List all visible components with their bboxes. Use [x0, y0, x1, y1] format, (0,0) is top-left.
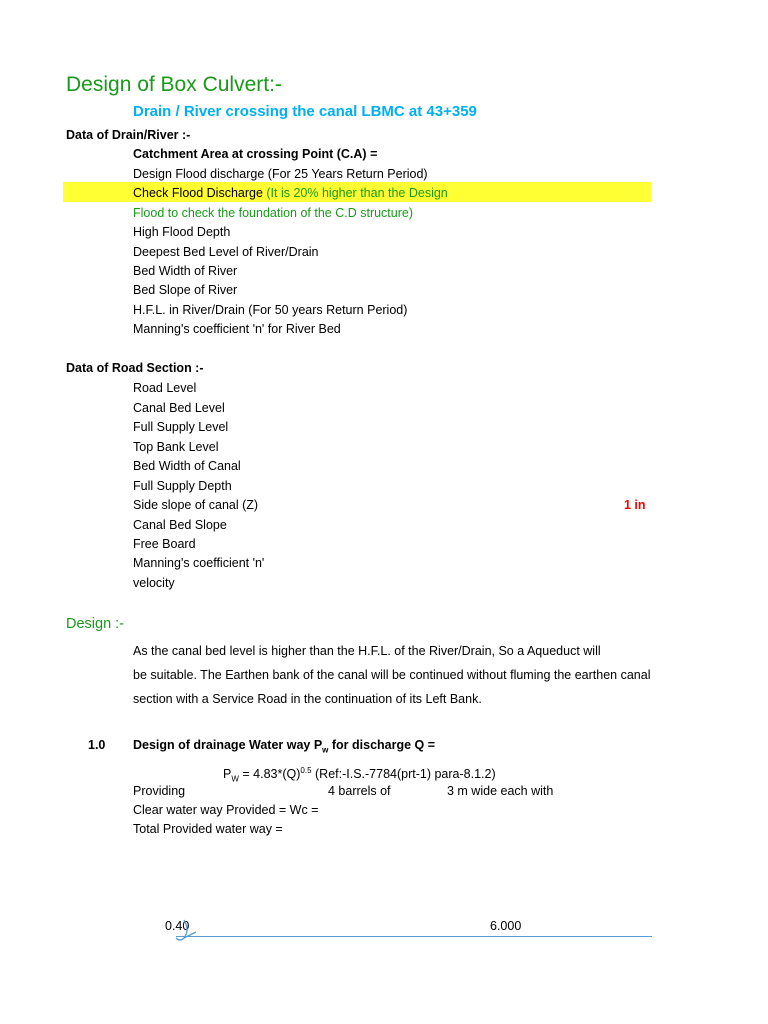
drain-item: H.F.L. in River/Drain (For 50 years Return Period)	[133, 303, 408, 317]
sketch-curve-icon	[174, 918, 204, 944]
design-paragraph-line: be suitable. The Earthen bank of the canal will be continued without fluming the earthen canal	[133, 668, 651, 682]
design-paragraph-line: section with a Service Road in the continuation of its Left Bank.	[133, 692, 482, 706]
design-paragraph-line: As the canal bed level is higher than the H.F.L. of the River/Drain, So a Aqueduct will	[133, 644, 601, 658]
check-flood-note-2: Flood to check the foundation of the C.D structure)	[133, 206, 414, 220]
drain-item: Bed Width of River	[133, 264, 238, 278]
design-heading: Design :-	[66, 616, 125, 632]
road-item: Full Supply Level	[133, 420, 229, 434]
check-flood-line	[133, 185, 448, 201]
step-number: 1.0	[88, 738, 106, 752]
wide-label: 3 m wide each with	[447, 784, 554, 798]
step-label: Design of drainage Water way $P_w$ for discharge Q =	[133, 738, 436, 755]
road-item: Road Level	[133, 381, 197, 395]
formula: $P_W = 4.83*(Q)^{0.5}$ (Ref:-I.S.-7784(prt-1) para-8.1.2)	[223, 766, 496, 784]
drain-item: Bed Slope of River	[133, 283, 238, 297]
road-item: Free Board	[133, 537, 196, 551]
road-item: Bed Width of Canal	[133, 459, 241, 473]
drain-item: Manning's coefficient 'n' for River Bed	[133, 322, 341, 336]
sketch-left-value: 0.40	[165, 919, 190, 933]
side-slope-value: 1 in	[624, 498, 646, 512]
sketch-line	[176, 936, 652, 937]
check-flood-label: Check Flood Discharge	[133, 186, 263, 200]
road-item: Side slope of canal (Z)	[133, 498, 259, 512]
road-item: Canal Bed Slope	[133, 518, 227, 532]
drain-heading: Data of Drain/River :-	[66, 128, 191, 142]
drain-item: Deepest Bed Level of River/Drain	[133, 245, 319, 259]
providing-label: Providing	[133, 784, 186, 798]
catchment-label: Catchment Area at crossing Point (C.A) =	[133, 147, 378, 161]
drain-item: High Flood Depth	[133, 225, 231, 239]
road-item: velocity	[133, 576, 175, 590]
road-heading: Data of Road Section :-	[66, 361, 204, 375]
road-item: Canal Bed Level	[133, 401, 225, 415]
road-item: Manning's coefficient 'n'	[133, 556, 265, 570]
page-title: Design of Box Culvert:-	[66, 73, 282, 96]
sketch-right-value: 6.000	[490, 919, 522, 933]
design-flood-label: Design Flood discharge (For 25 Years Return Period)	[133, 167, 428, 181]
road-item: Full Supply Depth	[133, 479, 232, 493]
road-item: Top Bank Level	[133, 440, 219, 454]
total-waterway-label: Total Provided water way =	[133, 822, 283, 836]
check-flood-note: (It is 20% higher than the Design	[262, 186, 448, 200]
page-subtitle: Drain / River crossing the canal LBMC at 43+359	[133, 103, 477, 120]
barrels-label: 4 barrels of	[328, 784, 391, 798]
clear-waterway-label: Clear water way Provided = Wc =	[133, 803, 319, 817]
